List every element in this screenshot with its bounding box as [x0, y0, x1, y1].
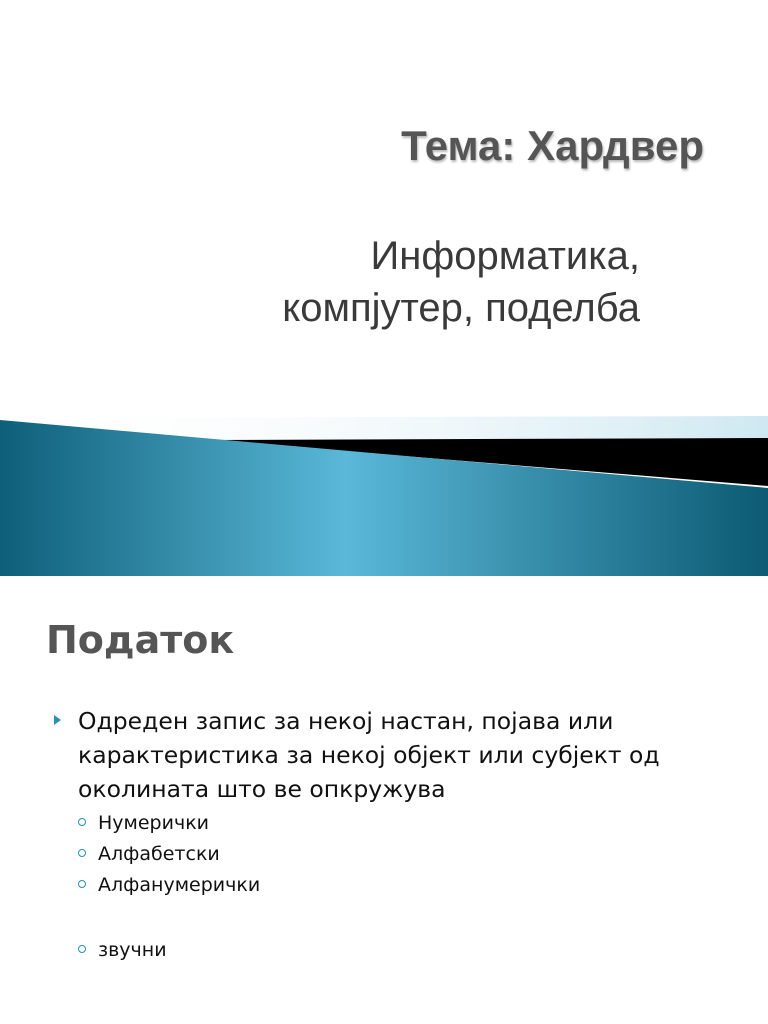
- decorative-band: [0, 400, 768, 576]
- sub-bullet-list: [78, 808, 260, 966]
- ring-bullet-icon: [78, 880, 86, 888]
- main-bullet-text: Одреден запис за некој настан, појава или карактеристика за некој објект или субјект од околината што ве опкружува: [78, 707, 660, 803]
- list-item: [78, 935, 260, 966]
- list-item: [78, 808, 260, 839]
- list-item: [78, 870, 260, 901]
- subtitle-line-1: Информатика,: [370, 234, 640, 278]
- list-item-label: Нумерички: [98, 812, 210, 834]
- ring-bullet-icon: [78, 849, 86, 857]
- content-slide: [0, 576, 768, 1024]
- list-item: [78, 839, 260, 870]
- list-item-label: звучни: [98, 939, 167, 961]
- ring-bullet-icon: [78, 945, 86, 953]
- subtitle-line-2: компјутер, поделба: [282, 286, 640, 330]
- slide-heading: Податок: [46, 618, 235, 662]
- slide-subtitle: [282, 230, 640, 334]
- slide-title: Тема: Хардвер: [401, 122, 704, 169]
- main-bullet: [54, 704, 754, 806]
- triangle-bullet-icon: [54, 715, 61, 725]
- list-item-label: Алфабетски: [98, 843, 220, 865]
- list-item-label: Алфанумерички: [98, 874, 261, 896]
- ring-bullet-icon: [78, 818, 86, 826]
